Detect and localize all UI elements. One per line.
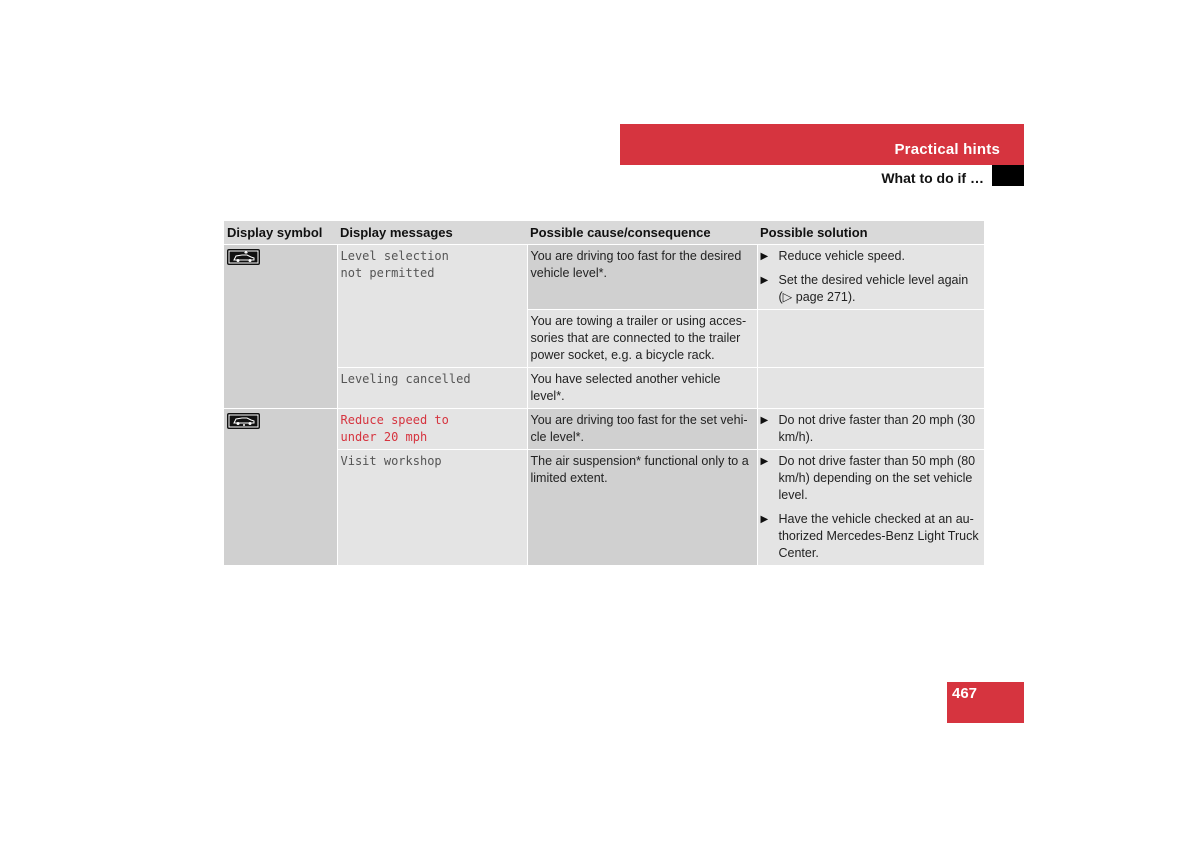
display-message-line: Level selection (340, 249, 449, 263)
solution-text: Have the vehicle checked at an au-thorized Mercedes-Benz Light Truck Center. (778, 512, 979, 560)
solution-item (761, 272, 981, 306)
solution-text: Reduce vehicle speed. (778, 249, 905, 263)
solution-item (761, 511, 981, 562)
column-header-possible-solution: Possible solution (757, 221, 984, 245)
display-symbol-cell (224, 245, 337, 409)
cause-cell: You are towing a trailer or using acces-sories that are connected to the trailer power socket, e.g. a bicycle rack. (527, 310, 757, 368)
air-suspension-malfunction-icon (227, 413, 260, 429)
bullet-arrow-icon: ▶ (760, 514, 769, 525)
solution-item (761, 248, 981, 265)
cause-cell: You are driving too fast for the desired vehicle level*. (527, 245, 757, 310)
vehicle-level-icon (227, 249, 260, 265)
section-title: Practical hints (894, 141, 1000, 158)
display-message-cell (337, 368, 527, 409)
display-message-cell (337, 450, 527, 566)
section-header-bar (620, 124, 1024, 165)
table-row (224, 245, 984, 310)
display-message-line: not permitted (340, 266, 435, 280)
column-header-possible-cause: Possible cause/consequence (527, 221, 757, 245)
bullet-arrow-icon: ▶ (760, 415, 769, 426)
solution-cell (757, 310, 984, 368)
table-row (224, 450, 984, 566)
column-header-display-messages: Display messages (337, 221, 527, 245)
display-message-line: Leveling cancelled (340, 372, 471, 386)
table-row (224, 368, 984, 409)
display-message-cell (337, 409, 527, 450)
solution-cell (757, 245, 984, 310)
display-message-line: under 20 mph (340, 430, 428, 444)
bullet-arrow-icon: ▶ (760, 456, 769, 467)
display-symbol-cell (224, 409, 337, 566)
cause-cell: You have selected another vehicle level*. (527, 368, 757, 409)
solution-item (761, 453, 981, 504)
display-message-line: Visit workshop (340, 454, 442, 468)
solution-text: Set the desired vehicle level again (▷ page 271). (778, 273, 969, 304)
bullet-arrow-icon: ▶ (760, 275, 769, 286)
solution-cell (757, 368, 984, 409)
page-number-box (947, 682, 1024, 723)
cause-cell: The air suspension* functional only to a limited extent. (527, 450, 757, 566)
subsection-title: What to do if … (881, 170, 984, 186)
bullet-arrow-icon: ▶ (760, 251, 769, 262)
display-messages-table (224, 221, 985, 566)
column-header-display-symbol: Display symbol (224, 221, 337, 245)
display-message-line: Reduce speed to (340, 413, 449, 427)
header-marker-block (992, 165, 1024, 186)
solution-item (761, 412, 981, 446)
cause-cell: You are driving too fast for the set vehi-cle level*. (527, 409, 757, 450)
solution-cell (757, 450, 984, 566)
solution-cell (757, 409, 984, 450)
table-header-row (224, 221, 984, 245)
page-number: 467 (952, 685, 978, 702)
display-message-cell (337, 245, 527, 368)
solution-text: Do not drive faster than 20 mph (30 km/h). (778, 413, 976, 444)
table-row (224, 409, 984, 450)
solution-text: Do not drive faster than 50 mph (80 km/h) depending on the set vehicle level. (778, 454, 976, 502)
